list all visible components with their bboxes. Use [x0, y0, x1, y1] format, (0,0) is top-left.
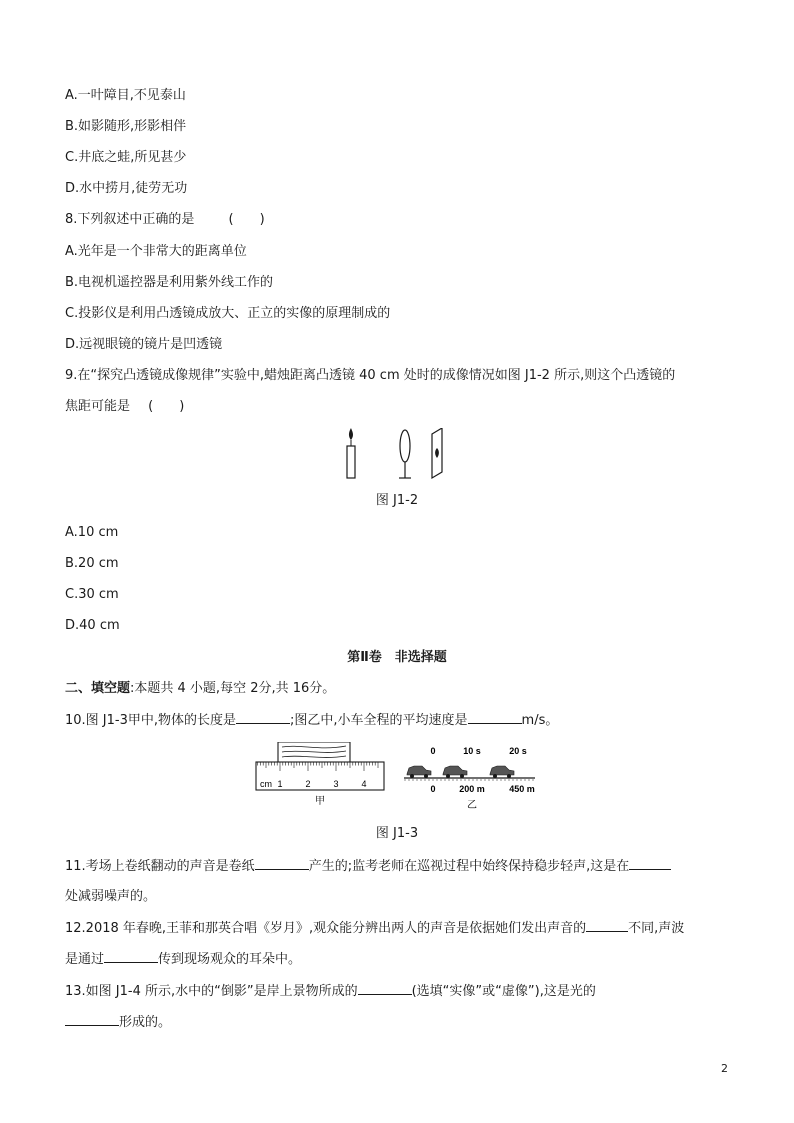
- q9-stem-text: 焦距可能是: [65, 399, 131, 414]
- q9-answer-paren: ( ): [148, 399, 185, 414]
- q8-stem-text: 8.下列叙述中正确的是: [65, 212, 195, 227]
- section-label: 二、填空题: [65, 681, 131, 696]
- section-description: :本题共 4 小题,每空 2分,共 16分。: [130, 681, 336, 696]
- car-icon: [407, 766, 431, 778]
- figure-j1-2-caption: 图 J1-2: [375, 493, 419, 508]
- ruler-unit-label: cm: [260, 779, 272, 789]
- section-heading: [65, 680, 335, 698]
- q12-line2-text-a: 是通过: [65, 952, 105, 967]
- q8-option-a: A.光年是一个非常大的距离单位: [65, 244, 247, 259]
- q13-line2: [65, 1013, 171, 1032]
- q12-blank-1[interactable]: [586, 919, 628, 932]
- car-time-0: 0: [430, 746, 436, 756]
- q8-option-b: B.电视机遥控器是利用紫外线工作的: [65, 275, 274, 290]
- ruler-diagram: [256, 742, 384, 807]
- q7-option-c: C.井底之蛙,所见甚少: [65, 150, 187, 165]
- q13-line1: [65, 982, 596, 1001]
- q10-text-a: 10.图 J1-3甲中,物体的长度是: [65, 713, 237, 728]
- q13-text-b: (选填“实像”或“虚像”),这是光的: [411, 984, 596, 999]
- q10-blank-2[interactable]: [468, 711, 522, 724]
- q12-text-b: 不同,声波: [628, 921, 685, 936]
- q8-option-c: C.投影仪是利用凸透镜成放大、正立的实像的原理制成的: [65, 306, 391, 321]
- car-icon: [443, 766, 467, 778]
- q12-blank-2[interactable]: [104, 950, 158, 963]
- q9-option-d: D.40 cm: [65, 618, 120, 633]
- q13-blank-1[interactable]: [358, 982, 412, 995]
- q8-answer-paren: ( ): [228, 212, 265, 227]
- convex-lens-icon: [399, 430, 411, 478]
- part2-title: 第Ⅱ卷 非选择题: [347, 650, 447, 665]
- figure-j1-3-caption: 图 J1-3: [375, 826, 419, 841]
- car-time-1: 10 s: [463, 746, 481, 756]
- q12-line1: [65, 919, 684, 938]
- page-number: 2: [721, 1062, 728, 1075]
- car-diagram: [404, 746, 535, 811]
- car-caption: 乙: [467, 800, 477, 811]
- q12-text-a: 12.2018 年春晚,王菲和那英合唱《岁月》,观众能分辨出两人的声音是依据她们发出声音的: [65, 921, 587, 936]
- q7-option-d: D.水中捞月,徒劳无功: [65, 181, 188, 196]
- ruler-tick-label-3: 3: [333, 779, 339, 789]
- q12-line2-text-b: 传到现场观众的耳朵中。: [158, 952, 302, 967]
- q13-line2-text: 形成的。: [119, 1015, 172, 1030]
- car-icon: [490, 766, 514, 778]
- q9-stem-line1: 9.在“探究凸透镜成像规律”实验中,蜡烛距离凸透镜 40 cm 处时的成像情况如图 J1-2 所示,则这个凸透镜的: [65, 368, 676, 383]
- q11-line1: [65, 857, 671, 876]
- ruler-tick-label-2: 2: [305, 779, 311, 789]
- q13-blank-2[interactable]: [65, 1013, 119, 1026]
- q11-blank-2[interactable]: [629, 857, 671, 870]
- q8-stem: [65, 211, 265, 229]
- q10-stem: [65, 711, 558, 730]
- ruler-tick-label-1: 1: [277, 779, 283, 789]
- car-distance-0: 0: [430, 784, 436, 794]
- q9-stem-line2: [65, 398, 184, 416]
- figure-j1-3: [250, 742, 550, 812]
- q11-blank-1[interactable]: [255, 857, 309, 870]
- q11-text-a: 11.考场上卷纸翻动的声音是卷纸: [65, 859, 255, 874]
- q9-option-a: A.10 cm: [65, 525, 119, 540]
- q9-option-c: C.30 cm: [65, 587, 119, 602]
- q12-line2: [65, 950, 301, 969]
- q10-text-b: ;图乙中,小车全程的平均速度是: [290, 713, 468, 728]
- q7-option-b: B.如影随形,形影相伴: [65, 119, 187, 134]
- ruler-caption: 甲: [315, 796, 325, 807]
- car-time-2: 20 s: [509, 746, 527, 756]
- q7-option-a: A.一叶障目,不见泰山: [65, 88, 186, 103]
- q11-line2: 处减弱噪声的。: [65, 889, 157, 904]
- car-distance-2: 450 m: [509, 784, 535, 794]
- car-distance-1: 200 m: [459, 784, 485, 794]
- figure-j1-2: [336, 428, 456, 484]
- candle-icon: [347, 428, 355, 478]
- q9-option-b: B.20 cm: [65, 556, 119, 571]
- q8-option-d: D.远视眼镜的镜片是凹透镜: [65, 337, 223, 352]
- ruler-tick-label-4: 4: [361, 779, 367, 789]
- q13-text-a: 13.如图 J1-4 所示,水中的“倒影”是岸上景物所成的: [65, 984, 358, 999]
- screen-icon: [432, 428, 442, 478]
- q10-blank-1[interactable]: [236, 711, 290, 724]
- q10-text-c: m/s。: [521, 713, 559, 728]
- q11-text-b: 产生的;监考老师在巡视过程中始终保持稳步轻声,这是在: [308, 859, 630, 874]
